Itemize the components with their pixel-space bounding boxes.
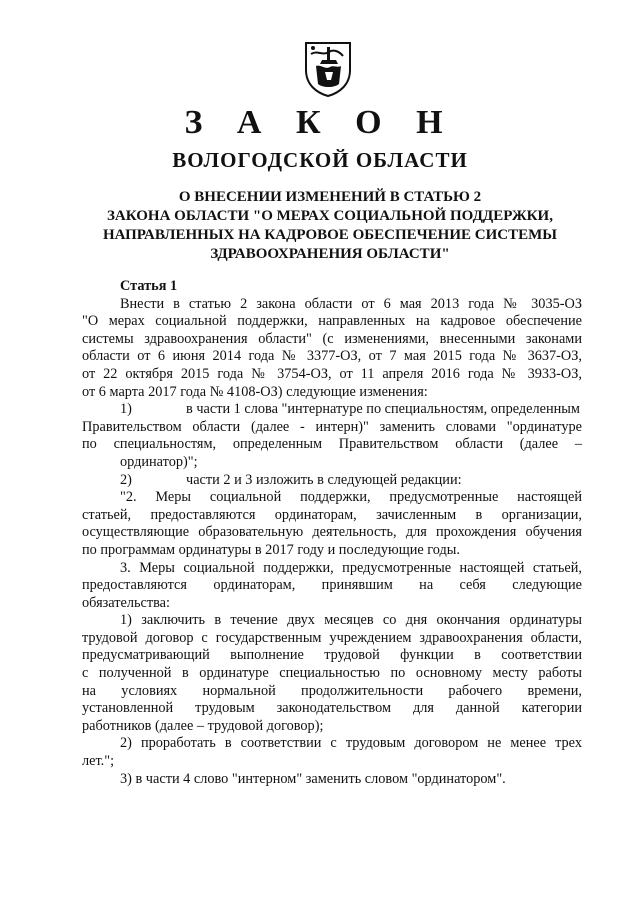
item-1-line: ординатор)"; [120,453,198,470]
item-1-first-line [82,401,582,419]
document-body [82,278,582,788]
intro-line: системы здравоохранения области" (с изменениями, внесенными законами [82,330,582,347]
quote-part-2-line: статьей, предоставляются ординаторам, зачисленным в организации, [82,506,582,523]
item-1-label: 1) [120,401,132,418]
quote-part-3-line: обязательства: [82,594,170,611]
sub-item-1-line: с полученной в ординатуре специальностью по основному месту работы [82,665,582,682]
item-2-line [82,472,582,490]
item-3-line: 3) в части 4 слово "интерном" заменить словом "ординатором". [120,770,506,787]
quote-part-2-line: по программам ординатуры в 2017 году и последующие годы. [82,541,460,558]
sub-item-1-line: предусматривающий выполнение трудовой функции в соответствии [82,647,582,664]
item-1-text: в части 1 слова "интернатуре по специальностям, определенным [186,401,580,418]
heading-line: О ВНЕСЕНИИ ИЗМЕНЕНИЙ В СТАТЬЮ 2 [178,189,482,205]
intro-line: от 6 марта 2017 года № 4108-ОЗ) следующие изменения: [82,383,428,400]
sub-item-1-line: трудовой договор с государственным учреждением здравоохранения области, [82,629,582,646]
quote-part-3-line: 3. Меры социальной поддержки, предусмотренные настоящей статьей, [120,559,582,576]
intro-line: от 22 октября 2015 года № 3754-ОЗ, от 11 апреля 2016 года № 3933-ОЗ, [82,365,582,382]
law-heading [80,188,580,264]
item-1-line: по специальностям, определенным Правительством области (далее – [82,436,582,453]
intro-line: "О мерах социальной поддержки, направленных на кадровое обеспечение [82,313,582,330]
quote-part-3-line: предоставляются ординаторам, принявшим на себя следующие [82,577,582,594]
sub-item-1-line: работников (далее – трудовой договор); [82,717,324,734]
article-title: Статья 1 [120,278,178,294]
heading-line: ЗДРАВООХРАНЕНИЯ ОБЛАСТИ" [210,246,450,262]
sub-item-1-line: 1) заключить в течение двух месяцев со дня окончания ординатуры [120,612,582,629]
quote-part-2-line: "2. Меры социальной поддержки, предусмотренные настоящей [120,489,582,506]
document-subtitle: ВОЛОГОДСКОЙ ОБЛАСТИ [172,148,468,172]
coat-of-arms-icon [303,40,353,98]
heading-line: НАПРАВЛЕННЫХ НА КАДРОВОЕ ОБЕСПЕЧЕНИЕ СИСТЕМЫ [102,227,557,243]
intro-line: области от 6 июня 2014 года № 3377-ОЗ, от 7 мая 2015 года № 3637-ОЗ, [82,348,582,365]
intro-line: Внести в статью 2 закона области от 6 мая 2013 года № 3035-ОЗ [120,295,582,312]
item-2-label: 2) [120,471,132,488]
item-1-line: Правительством области (далее - интерн)" заменить словами "ординатуре [82,418,582,435]
document-title: З А К О Н [184,104,456,141]
sub-item-2-line: лет."; [82,753,115,770]
sub-item-1-line: установленной трудовым законодательством для данной категории [82,700,582,717]
item-2-text: части 2 и 3 изложить в следующей редакции: [186,471,462,488]
sub-item-1-line: на условиях нормальной продолжительности рабочего времени, [82,682,582,699]
sub-item-2-line: 2) проработать в соответствии с трудовым договором не менее трех [120,735,582,752]
heading-line: ЗАКОНА ОБЛАСТИ "О МЕРАХ СОЦИАЛЬНОЙ ПОДДЕРЖКИ, [107,208,553,224]
quote-part-2-line: осуществляющие образовательную деятельность, для прохождения обучения [82,524,582,541]
